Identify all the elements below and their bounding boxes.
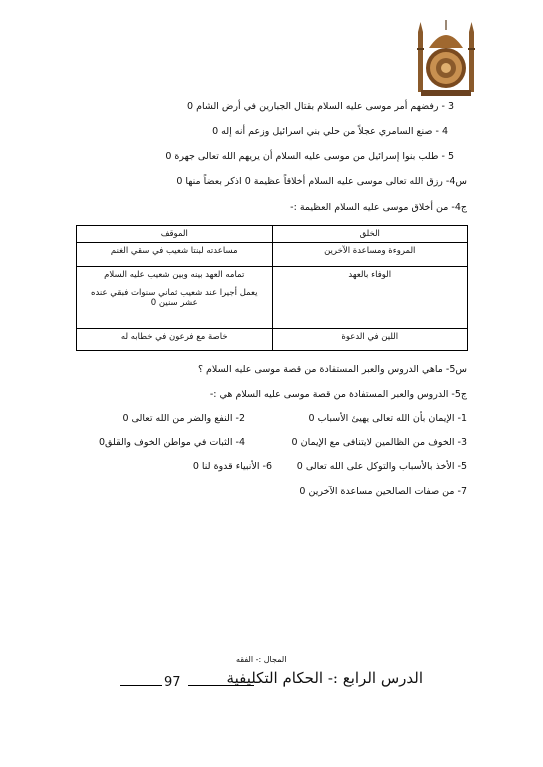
lesson-item-3: 3- الخوف من الظالمين لايتنافى مع الإيمان 0 [291, 437, 467, 448]
answer5-intro: ج5- الدروس والعبر المستفادة من قصة موسى عليه السلام هي :- [209, 389, 467, 400]
answer4-intro: ج4- من أخلاق موسى عليه السلام العظيمة :- [290, 202, 467, 213]
lesson-item-6: 6- الأنبياء قدوة لنا 0 [192, 461, 272, 472]
table-cell-mawqif: خاصة مع فرعون في خطابه له [77, 329, 273, 351]
question3-item5: 5 - طلب بنوا إسرائيل من موسى عليه السلام أن يريهم الله تعالى جهرة 0 [165, 151, 454, 162]
table-cell-mawqif-line: يعمل أجيرا عند شعيب ثماني سنوات فبقي عنده عشر سنين 0 [90, 288, 258, 308]
question4-text: س4- رزق الله تعالى موسى عليه السلام أخلاقاً عظيمة 0 اذكر بعضاً منها 0 [176, 176, 467, 187]
lesson-title: الدرس الرابع :- الحكام التكليفية [226, 669, 423, 687]
lesson-item-1: 1- الإيمان بأن الله تعالى يهيئ الأسباب 0 [308, 413, 467, 424]
lesson-item-7: 7- من صفات الصالحين مساعدة الآخرين 0 [299, 486, 467, 497]
subject-field: المجال :- الفقه [236, 655, 287, 664]
table-header-row [77, 226, 468, 243]
table-row [77, 267, 468, 329]
table-cell-mawqif [77, 267, 273, 329]
table-header-mawqif: الموقف [77, 226, 273, 243]
lesson-item-5: 5- الأخذ بالأسباب والتوكل على الله تعالى 0 [296, 461, 467, 472]
page-number: 97 [164, 675, 181, 690]
table-cell-khuluq: المروءة ومساعدة الآخرين [272, 243, 468, 267]
table-header-khuluq: الخلق [272, 226, 468, 243]
lesson-item-4: 4- الثبات في مواطن الخوف والقلق0 [98, 437, 245, 448]
table-row [77, 329, 468, 351]
table-cell-khuluq: الوفاء بالعهد [272, 267, 468, 329]
question3-item3: 3 - رفضهم أمر موسى عليه السلام بقتال الجبارين في أرض الشام 0 [187, 101, 454, 112]
table-cell-mawqif: مساعدته لبنتا شعيب في سقي الغنم [77, 243, 273, 267]
mosque-logo-icon [415, 18, 477, 100]
question3-item4: 4 - صنع السامري عجلاً من حلي بني اسرائيل وزعم أنه إله 0 [212, 126, 448, 137]
question5-text: س5- ماهي الدروس والعبر المستفادة من قصة موسى عليه السلام ؟ [197, 364, 467, 375]
table-row [77, 243, 468, 267]
table-cell-khuluq: اللين في الدعوة [272, 329, 468, 351]
character-traits-table [76, 225, 468, 351]
table-cell-mawqif-line: تمامه العهد بينه وبين شعيب عليه السلام [104, 270, 245, 280]
lesson-item-2: 2- النفع والضر من الله تعالى 0 [122, 413, 245, 424]
footer-rule-left [120, 685, 162, 686]
